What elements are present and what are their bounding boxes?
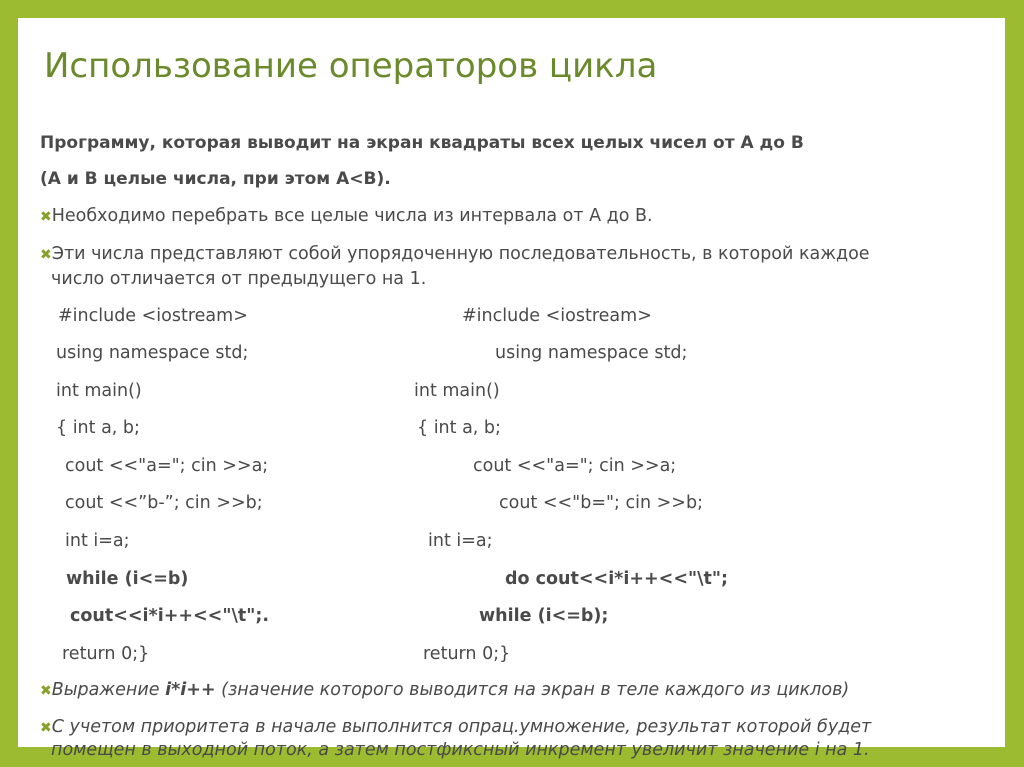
code-right-line: #include <iostream> bbox=[462, 306, 652, 326]
code-right-line: while (i<=b); bbox=[479, 606, 609, 626]
code-right-line: int i=a; bbox=[428, 531, 493, 551]
code-right-line: return 0;} bbox=[423, 644, 511, 664]
code-left-line: while (i<=b) bbox=[66, 569, 189, 589]
code-left-line: cout <<”b-”; cin >>b; bbox=[65, 493, 263, 513]
code-right-line: do cout<<i*i++<<"\t"; bbox=[505, 569, 728, 589]
code-right-line: using namespace std; bbox=[495, 343, 688, 363]
bullet-item bbox=[40, 717, 871, 737]
code-left-line: int main() bbox=[56, 381, 142, 401]
intro-line-1: Программу, которая выводит на экран квадраты всех целых чисел от А до В bbox=[40, 133, 804, 153]
code-left-line: cout <<"a="; cin >>a; bbox=[65, 456, 269, 476]
bullet-icon: ✖ bbox=[40, 209, 52, 225]
code-right-line: cout <<"b="; cin >>b; bbox=[499, 493, 703, 513]
slide-title: Использование операторов цикла bbox=[44, 46, 658, 86]
bullet-item bbox=[40, 680, 849, 700]
code-left-line: cout<<i*i++<<"\t";. bbox=[70, 606, 269, 626]
bullet-text: Эти числа представляют собой упорядоченную последовательность, в которой каждое bbox=[51, 244, 870, 264]
code-left-line: return 0;} bbox=[62, 644, 150, 664]
code-left-line: using namespace std; bbox=[56, 343, 249, 363]
code-right-line: cout <<"a="; cin >>a; bbox=[473, 456, 677, 476]
code-right-line: int main() bbox=[414, 381, 500, 401]
bullet-text-continuation: число отличается от предыдущего на 1. bbox=[51, 269, 427, 289]
bullet-item bbox=[40, 244, 870, 264]
code-left-line: #include <iostream> bbox=[58, 306, 248, 326]
code-left-line: { int a, b; bbox=[56, 418, 140, 438]
bullet-icon: ✖ bbox=[40, 683, 52, 699]
bullet-text: Необходимо перебрать все целые числа из интервала от А до В. bbox=[51, 206, 653, 226]
bullet-text: (значение которого выводится на экран в теле каждого из циклов) bbox=[215, 680, 850, 700]
bullet-text: Выражение bbox=[51, 680, 166, 700]
bullet-text-continuation: помещен в выходной поток, а затем постфиксный инкремент увеличит значение i на 1. bbox=[51, 740, 870, 760]
intro-line-2: (А и В целые числа, при этом А<В). bbox=[40, 169, 391, 189]
slide bbox=[18, 18, 1005, 760]
bullet-icon: ✖ bbox=[40, 720, 52, 736]
bullet-text: С учетом приоритета в начале выполнится опрац.умножение, результат которой будет bbox=[51, 717, 872, 737]
code-right-line: { int a, b; bbox=[417, 418, 501, 438]
code-left-line: int i=a; bbox=[65, 531, 130, 551]
bullet-item bbox=[40, 206, 653, 226]
bullet-text-emphasis: i*i++ bbox=[165, 680, 216, 700]
bullet-icon: ✖ bbox=[40, 247, 52, 263]
